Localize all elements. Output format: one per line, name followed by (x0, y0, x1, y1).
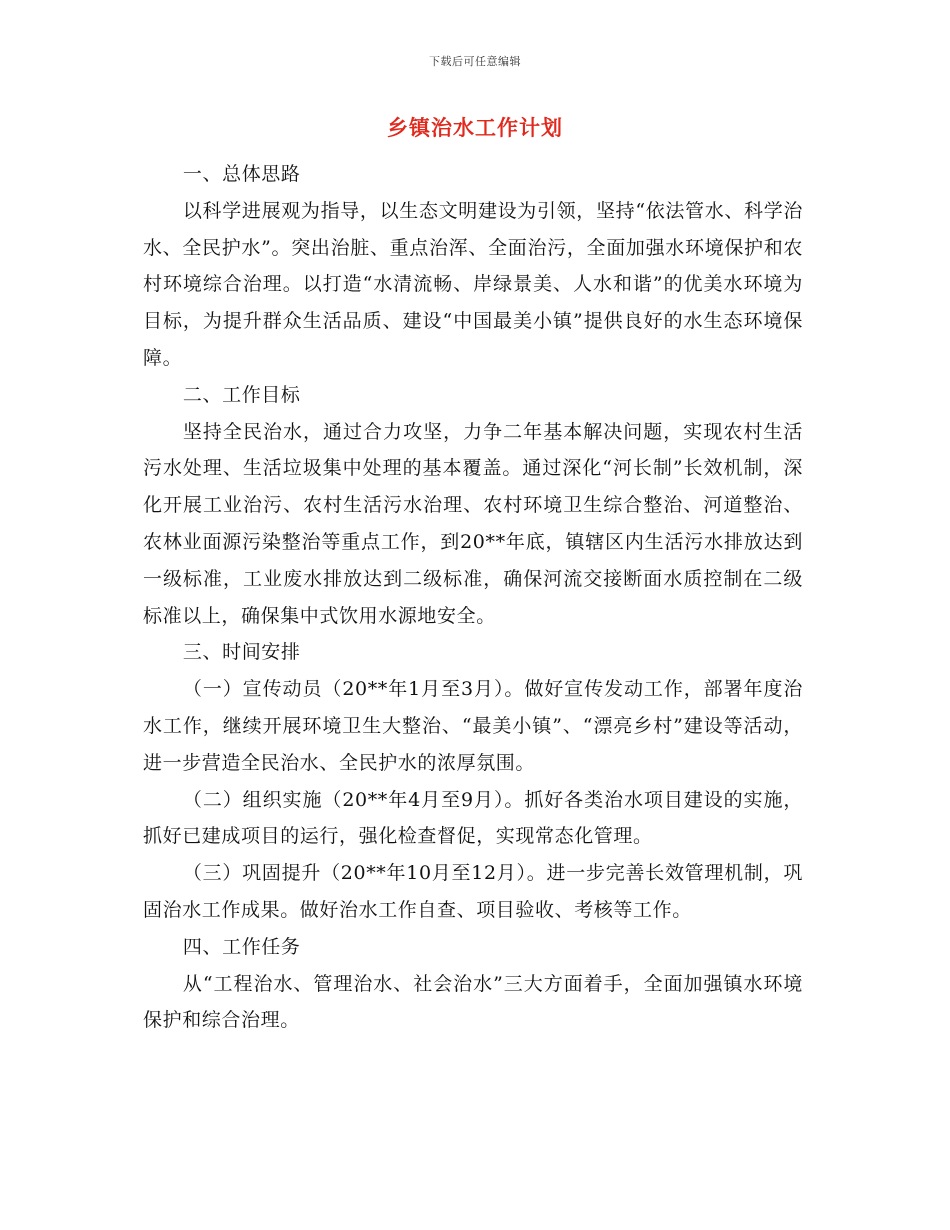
paragraph-schedule-phase-2: （二）组织实施（20**年4月至9月）。抓好各类治水项目建设的实施，抓好已建成项目的运行，强化检查督促，实现常态化管理。 (143, 788, 803, 848)
header-note: 下载后可任意编辑 (429, 55, 521, 68)
paragraph-work-tasks: 从“工程治水、管理治水、社会治水”三大方面着手，全面加强镇水环境保护和综合治理。 (143, 972, 803, 1032)
section-heading-overall-approach: 一、总体思路 (182, 163, 301, 185)
document-body (143, 156, 803, 1039)
paragraph-schedule-phase-3: （三）巩固提升（20**年10月至12月）。进一步完善长效管理机制，巩固治水工作成果。做好治水工作自查、项目验收、考核等工作。 (143, 862, 803, 921)
paragraph-work-goals: 坚持全民治水，通过合力攻坚，力争二年基本解决问题，实现农村生活污水处理、生活垃圾集中处理的基本覆盖。通过深化“河长制”长效机制，深化开展工业治污、农村生活污水治理、农村环境卫生综合整治、河道整治、农林业面源污染整治等重点工作，到20**年底，镇辖区内生活污水排放达到一级标准，工业废水排放达到二级标准，确保河流交接断面水质控制在二级标准以上，确保集中式饮用水源地安全。 (143, 420, 803, 627)
paragraph-schedule-phase-1: （一）宣传动员（20**年1月至3月）。做好宣传发动工作，部署年度治水工作，继续开展环境卫生大整治、“最美小镇”、“漂亮乡村”建设等活动，进一步营造全民治水、全民护水的浓厚氛围。 (143, 678, 803, 774)
section-heading-work-tasks: 四、工作任务 (182, 935, 301, 958)
section-heading-schedule: 三、时间安排 (182, 641, 301, 664)
document-title: 乡镇治水工作计划 (387, 115, 563, 140)
paragraph-overall-approach: 以科学进展观为指导，以生态文明建设为引领，坚持“依法管水、科学治水、全民护水”。突出治脏、重点治浑、全面治污，全面加强水环境保护和农村环境综合治理。以打造“水清流畅、岸绿景美、人水和谐”的优美水环境为目标，为提升群众生活品质、建设“中国最美小镇”提供良好的水生态环境保障。 (143, 199, 803, 369)
section-heading-work-goals: 二、工作目标 (182, 383, 301, 406)
